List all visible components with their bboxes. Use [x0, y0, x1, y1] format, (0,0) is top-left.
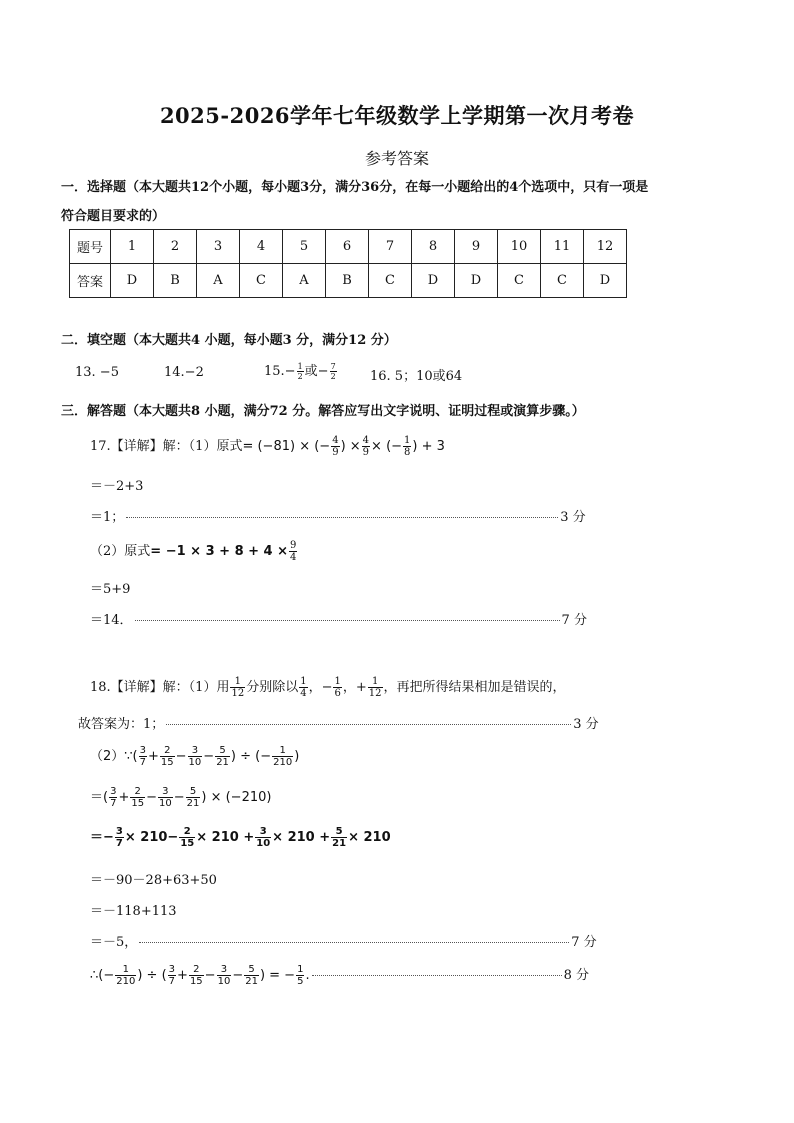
numerator: 1: [234, 675, 241, 687]
numerator: 2: [183, 825, 191, 837]
q17-score1: 3 分: [560, 510, 586, 525]
section2-heading: 二．填空题（本大题共4 小题，每小题3 分，满分12 分）: [61, 333, 397, 348]
fraction: [188, 746, 203, 768]
fraction: [244, 965, 259, 987]
question-number: 10: [498, 230, 541, 264]
numerator: 5: [248, 963, 255, 975]
denominator: 4: [290, 551, 297, 563]
denominator: 210: [116, 975, 136, 987]
denominator: 21: [216, 756, 229, 768]
numerator: 1: [297, 361, 303, 371]
answer-cell: A: [283, 264, 326, 298]
minus-sign: −: [204, 968, 216, 983]
q18-score3: 8 分: [563, 968, 589, 983]
fraction: [230, 677, 245, 699]
answer-cell: C: [498, 264, 541, 298]
question-number: 11: [541, 230, 584, 264]
fraction: [403, 436, 411, 458]
document-subtitle: 参考答案: [364, 149, 429, 168]
section1-heading-line1: 一．选择题（本大题共12个小题，每小题3分，满分36分，在每一小题给出的4个选项中，只有一项是: [61, 180, 649, 195]
fraction: [255, 827, 271, 849]
dotted-leader: [126, 517, 558, 518]
q17-part2: [90, 540, 298, 563]
numerator: 4: [362, 434, 370, 446]
denominator: 2: [297, 371, 303, 381]
numerator: 2: [164, 744, 171, 756]
numerator: 4: [332, 434, 339, 446]
numerator: 3: [191, 744, 199, 756]
numerator: 3: [110, 785, 117, 797]
dotted-leader: [312, 975, 562, 976]
q17-step2-line: [90, 506, 606, 525]
denominator: 7: [115, 837, 123, 849]
q17-intro: 17.【详解】解：（1）原式: [90, 439, 243, 454]
numerator: 1: [122, 963, 129, 975]
q18-score1: 3 分: [573, 717, 599, 732]
denominator: 5: [297, 975, 304, 987]
denominator: 12: [231, 687, 245, 699]
table-row: [70, 264, 627, 298]
q18-l2-end: ) × (−210): [201, 790, 272, 805]
numerator: 5: [335, 825, 343, 837]
q18-line3: [90, 826, 391, 849]
fraction: [331, 436, 339, 458]
answer-cell: B: [154, 264, 197, 298]
table-row-label: 答案: [70, 264, 111, 298]
section3-heading: 三．解答题（本大题共8 小题，满分72 分。解答应写出文字说明、证明过程或演算步骤。）: [61, 404, 585, 419]
fraction: [217, 965, 232, 987]
numerator: 3: [168, 963, 176, 975]
q17-step3: ＝5+9: [90, 582, 131, 597]
question-number: 8: [412, 230, 455, 264]
q18-score2: 7 分: [571, 935, 597, 950]
numerator: 1: [404, 434, 411, 446]
q18-line1: [90, 676, 566, 699]
denominator: 4: [300, 687, 307, 699]
question-number: 9: [455, 230, 498, 264]
q17-eq-b: ) ×: [340, 439, 361, 454]
numerator: 3: [115, 825, 123, 837]
denominator: 8: [404, 446, 411, 458]
numerator: 1: [279, 744, 286, 756]
q18-l3-start: ＝−: [90, 830, 114, 845]
q18-sep2: ，+: [342, 680, 367, 695]
answer-cell: D: [584, 264, 627, 298]
q17-score2: 7 分: [561, 613, 587, 628]
q18-answer: 故答案为：1；: [78, 717, 165, 732]
fraction: [115, 827, 124, 849]
q17-step4: ＝14．: [90, 613, 133, 628]
q18-l3-c: × 210 +: [272, 830, 331, 845]
fraction: [333, 677, 341, 699]
q18-l3-a: × 210−: [124, 830, 179, 845]
question-number: 7: [369, 230, 412, 264]
numerator: 3: [259, 825, 267, 837]
q18-line2: [90, 786, 271, 809]
plus-sign: +: [118, 790, 130, 805]
q18-final-line: [90, 964, 602, 987]
answer-cell: C: [541, 264, 584, 298]
denominator: 6: [334, 687, 341, 699]
fraction: [272, 746, 293, 768]
minus-sign: −: [232, 968, 244, 983]
numerator: 5: [219, 744, 226, 756]
question-number: 12: [584, 230, 627, 264]
numerator: 7: [330, 361, 336, 371]
denominator: 10: [188, 756, 202, 768]
denominator: 210: [273, 756, 293, 768]
q18-l2-start: ＝(: [90, 790, 109, 805]
q18-part2-line: [90, 745, 299, 768]
q17-eq-c: × (−: [371, 439, 403, 454]
fraction: [368, 677, 383, 699]
minus-sign: −: [175, 749, 187, 764]
q18-intro-a: 18.【详解】解：（1）用: [90, 680, 230, 695]
question-number: 3: [197, 230, 240, 264]
table-row: [70, 230, 627, 264]
minus-sign: −: [173, 790, 185, 805]
table-row-label: 题号: [70, 230, 111, 264]
answer-16: 16. 5；10或64: [370, 369, 463, 384]
dotted-leader: [139, 942, 569, 943]
fraction: [158, 787, 173, 809]
answer-cell: B: [326, 264, 369, 298]
q18-sep1: ，−: [308, 680, 333, 695]
dotted-leader: [135, 620, 560, 621]
q18-final-mid1: ) ÷ (: [137, 968, 167, 983]
numerator: 3: [139, 744, 146, 756]
q18-intro-b: 分别除以: [246, 680, 299, 695]
numerator: 1: [297, 963, 304, 975]
fraction: [139, 746, 147, 768]
numerator: 5: [189, 785, 197, 797]
denominator: 7: [139, 756, 146, 768]
q18-step-c: ＝－5，: [90, 935, 138, 950]
q17-step4-line: [90, 609, 606, 628]
q18-step-a: ＝－90－28+63+50: [90, 873, 217, 888]
numerator: 9: [290, 539, 297, 551]
answer-cell: D: [412, 264, 455, 298]
fraction: [186, 787, 201, 809]
fraction: [299, 677, 307, 699]
numerator: 3: [220, 963, 228, 975]
fraction: [297, 363, 304, 381]
fraction: [168, 965, 176, 987]
fraction: [330, 363, 337, 381]
denominator: 10: [217, 975, 231, 987]
q18-l3-b: × 210 +: [196, 830, 255, 845]
fraction: [331, 827, 347, 849]
denominator: 10: [256, 837, 271, 849]
fraction: [362, 436, 370, 458]
answer-13: 13. −5: [75, 365, 119, 380]
numerator: 1: [334, 675, 341, 687]
q17-eq-d: ) + 3: [412, 439, 445, 454]
q18-l3-d: × 210: [348, 830, 391, 845]
answer-14: 14.−2: [164, 365, 204, 380]
q18-p2-start: （2）∵(: [90, 749, 138, 764]
denominator: 21: [186, 797, 200, 809]
denominator: 15: [160, 756, 174, 768]
question-number: 6: [326, 230, 369, 264]
minus-sign: −: [203, 749, 215, 764]
q18-intro-c: ，再把所得结果相加是错误的，: [383, 680, 566, 695]
dotted-leader: [166, 724, 571, 725]
answer-cell: D: [111, 264, 154, 298]
denominator: 7: [110, 797, 117, 809]
numerator: 2: [134, 785, 141, 797]
plus-sign: +: [177, 968, 188, 983]
q17-part2-eq: = −1 × 3 + 8 + 4 ×: [150, 544, 289, 559]
fraction: [115, 965, 136, 987]
denominator: 15: [189, 975, 203, 987]
answer-15: [264, 360, 338, 381]
answer-cell: D: [455, 264, 498, 298]
numerator: 2: [193, 963, 200, 975]
fraction: [189, 965, 204, 987]
q18-answer-line: [78, 713, 606, 732]
period: .: [305, 968, 310, 983]
plus-sign: +: [148, 749, 159, 764]
section1-heading-line2: 符合题目要求的）: [61, 209, 166, 224]
denominator: 7: [168, 975, 176, 987]
answer-table: [69, 229, 627, 298]
denominator: 2: [330, 371, 336, 381]
close-paren: ): [294, 749, 300, 764]
denominator: 9: [332, 446, 339, 458]
q18-step-c-line: [90, 931, 606, 950]
question-number: 5: [283, 230, 326, 264]
denominator: 9: [362, 446, 370, 458]
answer-cell: C: [369, 264, 412, 298]
fraction: [109, 787, 117, 809]
q18-div-open: ) ÷ (−: [230, 749, 272, 764]
answer-15-prefix: 15.−: [264, 364, 296, 379]
denominator: 15: [180, 837, 195, 849]
q18-final-mid2: ) = −: [259, 968, 296, 983]
numerator: 1: [371, 675, 379, 687]
answer-cell: A: [197, 264, 240, 298]
fraction: [130, 787, 145, 809]
answer-cell: C: [240, 264, 283, 298]
q17-step1: ＝－2+3: [90, 479, 144, 494]
minus-sign: −: [146, 790, 157, 805]
denominator: 12: [368, 687, 382, 699]
question-number: 4: [240, 230, 283, 264]
q17-eq-a: = (−81) × (−: [242, 439, 331, 454]
q17-line1: [90, 435, 445, 458]
answer-15-or: 或−: [304, 364, 329, 379]
fraction: [215, 746, 230, 768]
q18-step-b: ＝－118+113: [90, 904, 177, 919]
document-title: 2025-2026学年七年级数学上学期第一次月考卷: [159, 103, 635, 128]
fraction: [160, 746, 175, 768]
fraction: [289, 541, 297, 563]
question-number: 2: [154, 230, 197, 264]
q18-final-start: ∴(−: [90, 968, 115, 983]
numerator: 3: [162, 785, 169, 797]
q17-part2-label: （2）原式: [90, 544, 151, 559]
denominator: 10: [159, 797, 172, 809]
denominator: 15: [131, 797, 145, 809]
fraction: [296, 965, 304, 987]
fraction: [179, 827, 195, 849]
q17-step2: ＝1；: [90, 510, 125, 525]
denominator: 21: [332, 837, 347, 849]
question-number: 1: [111, 230, 154, 264]
numerator: 1: [300, 675, 307, 687]
denominator: 21: [245, 975, 258, 987]
